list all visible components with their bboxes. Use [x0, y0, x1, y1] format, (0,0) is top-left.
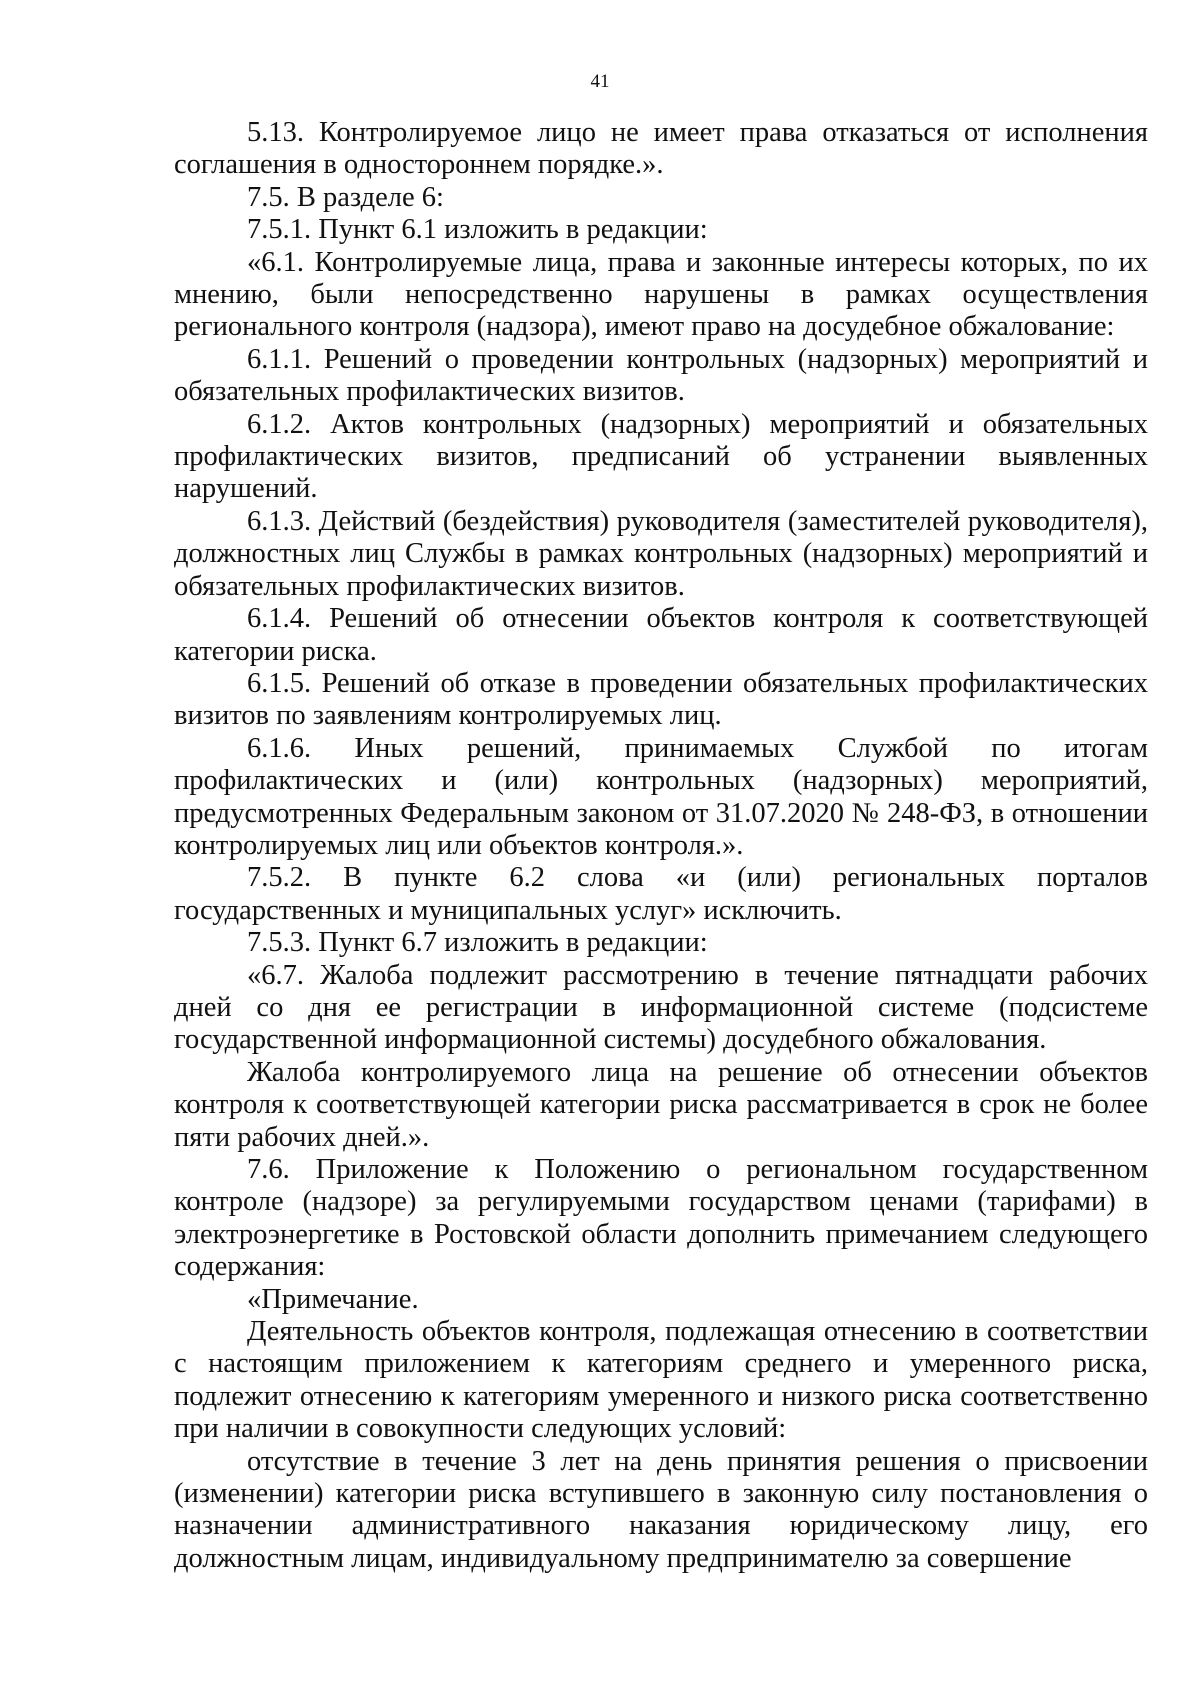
paragraph-7-5-2: 7.5.2. В пункте 6.2 слова «и (или) региональных порталов государственных и муниципальных услуг» исключить.	[174, 862, 1148, 926]
paragraph-7-6: 7.6. Приложение к Положению о региональном государственном контроле (надзоре) за регулируемыми государством ценами (тарифами) в электроэнергетике в Ростовской области дополнить примечанием следующего содержания:	[174, 1154, 1148, 1283]
paragraph-6-1-3: 6.1.3. Действий (бездействия) руководителя (заместителей руководителя), должностных лиц Службы в рамках контрольных (надзорных) мероприятий и обязательных профилактических визитов.	[174, 505, 1148, 602]
paragraph-complaint-risk: Жалоба контролируемого лица на решение об отнесении объектов контроля к соответствующей категории риска рассматривается в срок не более пяти рабочих дней.».	[174, 1056, 1148, 1153]
paragraph-6-1-5: 6.1.5. Решений об отказе в проведении обязательных профилактических визитов по заявлениям контролируемых лиц.	[174, 667, 1148, 732]
paragraph-6-1-1: 6.1.1. Решений о проведении контрольных (надзорных) мероприятий и обязательных профилактических визитов.	[174, 343, 1148, 408]
page-number: 41	[590, 71, 610, 92]
paragraph-5-13: 5.13. Контролируемое лицо не имеет права отказаться от исполнения соглашения в одностороннем порядке.».	[174, 117, 1148, 181]
paragraph-6-1: «6.1. Контролируемые лица, права и законные интересы которых, по их мнению, были непосредственно нарушены в рамках осуществления регионального контроля (надзора), имеют право на досудебное обжалование:	[174, 246, 1148, 343]
paragraph-7-5-1: 7.5.1. Пункт 6.1 изложить в редакции:	[247, 214, 708, 246]
paragraph-6-7: «6.7. Жалоба подлежит рассмотрению в течение пятнадцати рабочих дней со дня ее регистрации в информационной системе (подсистеме государственной информационной системы) досудебного обжалования.	[174, 959, 1148, 1056]
paragraph-7-5-3: 7.5.3. Пункт 6.7 изложить в редакции:	[247, 927, 708, 959]
paragraph-7-5: 7.5. В разделе 6:	[247, 181, 444, 213]
paragraph-6-1-2: 6.1.2. Актов контрольных (надзорных) мероприятий и обязательных профилактических визитов, предписаний об устранении выявленных нарушений.	[174, 408, 1148, 505]
paragraph-6-1-6: 6.1.6. Иных решений, принимаемых Службой по итогам профилактических и (или) контрольных (надзорных) мероприятий, предусмотренных Федеральным законом от 31.07.2020 № 248-ФЗ, в отношении контролируемых лиц или объектов контроля.».	[174, 732, 1148, 861]
document-body	[174, 117, 1148, 1575]
paragraph-note-heading: «Примечание.	[247, 1283, 419, 1315]
paragraph-6-1-4: 6.1.4. Решений об отнесении объектов контроля к соответствующей категории риска.	[174, 603, 1148, 667]
paragraph-note-activity: Деятельность объектов контроля, подлежащая отнесению в соответствии с настоящим приложением к категориям среднего и умеренного риска, подлежит отнесению к категориям умеренного и низкого риска соответственно при наличии в совокупности следующих условий:	[174, 1316, 1148, 1445]
paragraph-note-condition: отсутствие в течение 3 лет на день принятия решения о присвоении (изменении) категории риска вступившего в законную силу постановления о назначении административного наказания юридическому лицу, его должностным лицам, индивидуальному предпринимателю за совершение	[174, 1445, 1148, 1574]
